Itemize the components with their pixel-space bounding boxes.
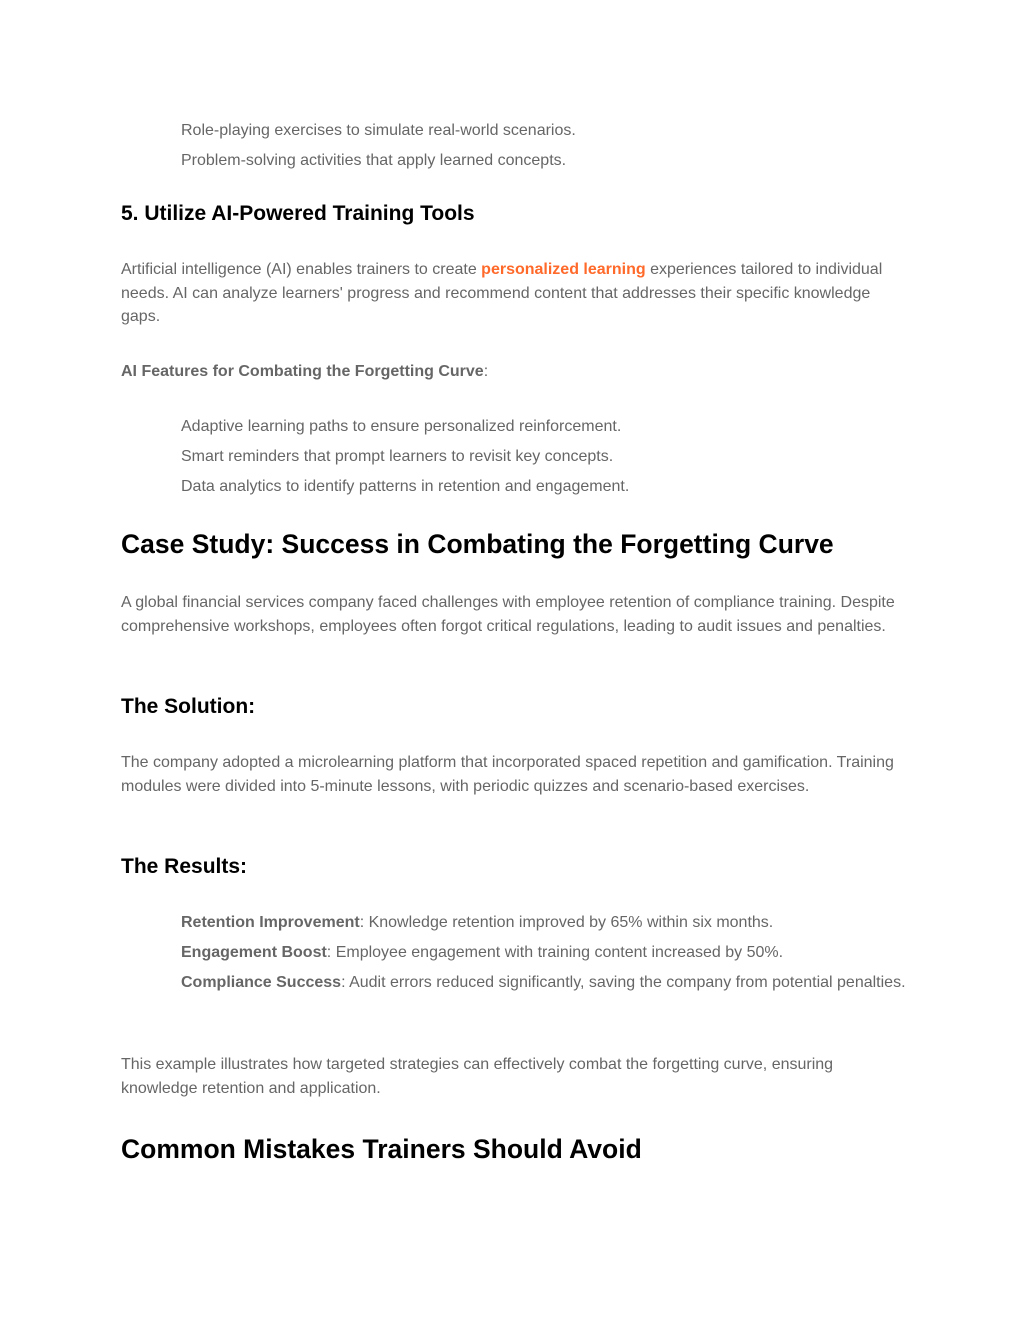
ai-features-label <box>121 360 911 384</box>
section-5-paragraph <box>121 258 911 329</box>
results-heading: The Results: <box>121 855 248 878</box>
case-study-heading: Case Study: Success in Combating the Forgetting Curve <box>121 529 834 559</box>
list-item <box>181 968 906 998</box>
solution-paragraph: The company adopted a microlearning platform that incorporated spaced repetition and gamification. Training modules were divided into 5-minute lessons, with periodic quizzes and scenario-based exercises. <box>121 754 894 795</box>
personalized-learning-link[interactable]: personalized learning <box>481 261 646 278</box>
section-5-heading: 5. Utilize AI-Powered Training Tools <box>121 202 475 225</box>
result-text: : Employee engagement with training content increased by 50%. <box>326 944 784 961</box>
intro-list <box>181 116 911 176</box>
paragraph-text-end: experiences tailored to individual needs. AI can analyze learners' progress and recommend content that addresses their specific knowledge gaps. <box>121 261 883 325</box>
common-mistakes-heading: Common Mistakes Trainers Should Avoid <box>121 1134 642 1164</box>
ai-features-label-colon: : <box>483 363 489 380</box>
list-item: Data analytics to identify patterns in retention and engagement. <box>181 478 630 495</box>
results-list <box>181 908 906 998</box>
list-item: Smart reminders that prompt learners to revisit key concepts. <box>181 448 614 465</box>
result-label: Compliance Success <box>181 974 342 991</box>
case-study-intro: A global financial services company faced challenges with employee retention of compliance training. Despite comprehensive workshops, employees often forgot critical regulations, leading to audit issues and penalties. <box>121 594 895 635</box>
list-item: Role-playing exercises to simulate real-world scenarios. <box>181 122 576 139</box>
ai-features-label-text: AI Features for Combating the Forgetting Curve <box>121 363 484 380</box>
result-label: Engagement Boost <box>181 944 327 961</box>
case-study-conclusion: This example illustrates how targeted strategies can effectively combat the forgetting curve, ensuring knowledge retention and application. <box>121 1056 834 1097</box>
solution-heading: The Solution: <box>121 695 256 718</box>
result-text: : Audit errors reduced significantly, saving the company from potential penalties. <box>341 974 906 991</box>
list-item <box>181 938 906 968</box>
ai-features-list <box>181 412 911 502</box>
paragraph-text-start: Artificial intelligence (AI) enables trainers to create <box>121 261 482 278</box>
list-item <box>181 908 906 938</box>
list-item: Problem-solving activities that apply learned concepts. <box>181 152 567 169</box>
list-item: Adaptive learning paths to ensure personalized reinforcement. <box>181 418 622 435</box>
result-label: Retention Improvement <box>181 914 360 931</box>
result-text: : Knowledge retention improved by 65% within six months. <box>359 914 774 931</box>
